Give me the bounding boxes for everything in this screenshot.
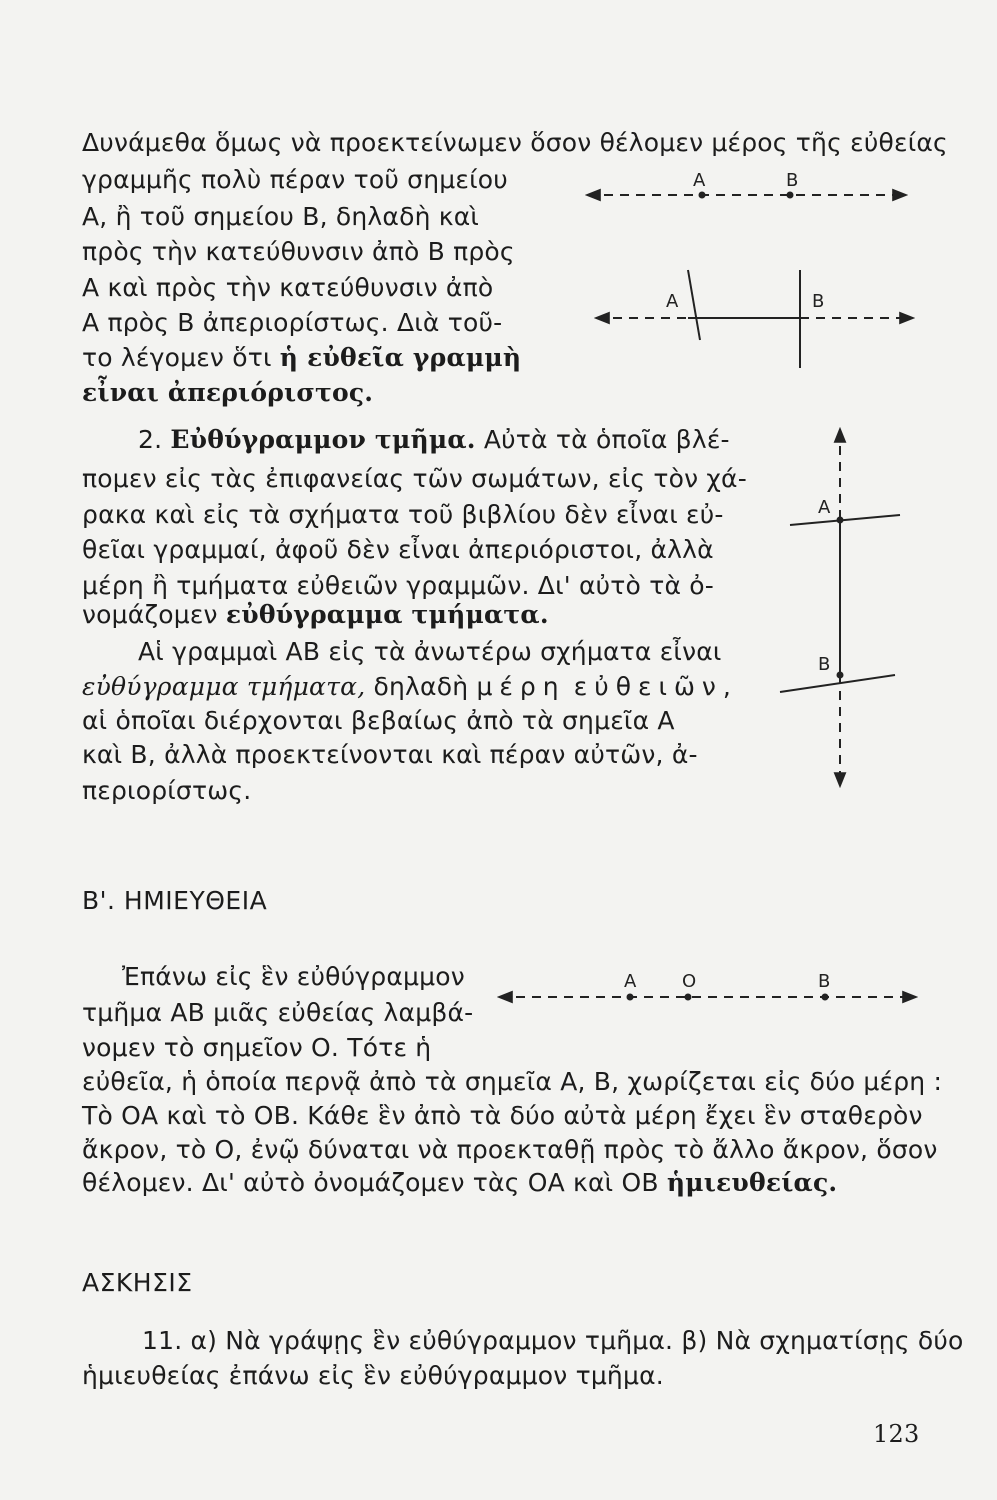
figure-ray-line-1 [588,170,905,199]
label-b: Β [818,971,831,992]
text-line: θεῖαι γραμμαί, ἀφοῦ δὲν εἶναι ἀπεριόριστοι, ἀλλὰ [82,535,714,564]
italic-term: εὐθύγραμμα τμήματα, [82,672,366,701]
spaced-term: εὐθειῶν, [573,672,738,701]
label-a: Α [693,170,706,191]
text-line: μέρη ἢ τμήματα εὐθειῶν γραμμῶν. Δι' αὐτὸ τὰ ὀ- [82,571,714,600]
text-line: Ἐπάνω εἰς ἓν εὐθύγραμμον [122,962,465,991]
point-b [787,192,794,199]
text-line: ρακα καὶ εἰς τὰ σχήματα τοῦ βιβλίου δὲν εἶναι εὐ- [82,500,724,529]
text-line: εὐθεῖα, ἡ ὁποία περνᾷ ἀπὸ τὰ σημεῖα Α, Β, χωρίζεται εἰς δύο μέρη : [82,1067,943,1096]
point-o [685,994,692,1001]
point-b [837,672,844,679]
point-b [822,994,829,1001]
text-line: γραμμῆς πολὺ πέραν τοῦ σημείου [82,165,508,194]
text-line: ἡμιευθείας ἐπάνω εἰς ἓν εὐθύγραμμον τμῆμα. [82,1361,664,1390]
figure-half-lines [500,971,915,1001]
text-segment: Αὐτὰ τὰ ὁποῖα βλέ- [483,425,730,454]
section-title: Εὐθύγραμμον τμῆμα. [170,425,476,454]
text-line: Δυνάμεθα ὅμως νὰ προεκτείνωμεν ὅσον θέλομεν μέρος τῆς εὐθείας [82,128,948,157]
label-a: Α [624,971,637,992]
text-line: Τὸ ΟΑ καὶ τὸ ΟΒ. Κάθε ἓν ἀπὸ τὰ δύο αὐτὰ μέρη ἔχει ἓν σταθερὸν [82,1101,923,1130]
text-line: Α, ἢ τοῦ σημείου Β, δηλαδὴ καὶ [82,202,480,231]
bold-term: ἡμιευθείας. [666,1168,838,1197]
label-b: Β [786,170,799,191]
figure-vertical-line [780,430,900,785]
label-b: Β [812,291,825,312]
point-a [837,517,844,524]
text-line: αἱ ὁποῖαι διέρχονται βεβαίως ἀπὸ τὰ σημεῖα Α [82,706,675,735]
text-line: πρὸς τὴν κατεύθυνσιν ἀπὸ Β πρὸς [82,237,515,266]
label-b: Β [818,654,831,675]
text-line: Α πρὸς Β ἀπεριορίστως. Διὰ τοῦ- [82,308,503,337]
exercise-heading: ΑΣΚΗΣΙΣ [82,1268,193,1297]
text-line: 11. α) Νὰ γράψῃς ἓν εὐθύγραμμον τμῆμα. β) Νὰ σχηματίσῃς δύο [142,1326,964,1355]
label-o: Ο [682,971,697,992]
text-line: Α καὶ πρὸς τὴν κατεύθυνσιν ἀπὸ [82,273,494,302]
section-heading: Β'. ΗΜΙΕΥΘΕΙΑ [82,886,268,915]
label-a: Α [666,291,679,312]
text-line: τμῆμα ΑΒ μιᾶς εὐθείας λαμβά- [82,998,474,1027]
point-a [699,192,706,199]
page-number: 123 [873,1420,920,1448]
text-segment: το λέγομεν ὅτι [82,343,272,372]
text-line: νομεν τὸ σημεῖον Ο. Τότε ἡ [82,1033,432,1062]
bold-term: ἡ εὐθεῖα γραμμὴ [279,343,522,372]
text-segment: νομάζομεν [82,600,218,629]
label-a: Α [818,497,831,518]
text-segment: δηλαδὴ [373,672,469,701]
text-line: περιορίστως. [82,776,252,805]
spaced-term: μέρη [476,672,566,701]
text-line: καὶ Β, ἀλλὰ προεκτείνονται καὶ πέραν αὐτῶν, ἀ- [82,740,698,769]
text-segment: θέλομεν. Δι' αὐτὸ ὀνομάζομεν τὰς ΟΑ καὶ ΟΒ [82,1168,659,1197]
bold-term: εἶναι ἀπεριόριστος. [82,378,374,407]
text-line: ἄκρον, τὸ Ο, ἐνῷ δύναται νὰ προεκταθῇ πρὸς τὸ ἄλλο ἄκρον, ὅσον [82,1135,938,1164]
text-line: πομεν εἰς τὰς ἐπιφανείας τῶν σωμάτων, εἰς τὸν χά- [82,464,747,493]
point-a [627,994,634,1001]
bold-term: εὐθύγραμμα τμήματα. [225,600,549,629]
text-line: Αἱ γραμμαὶ ΑΒ εἰς τὰ ἀνωτέρω σχήματα εἶναι [138,637,722,666]
section-number: 2. [138,425,163,454]
figure-ray-line-2 [597,270,912,368]
